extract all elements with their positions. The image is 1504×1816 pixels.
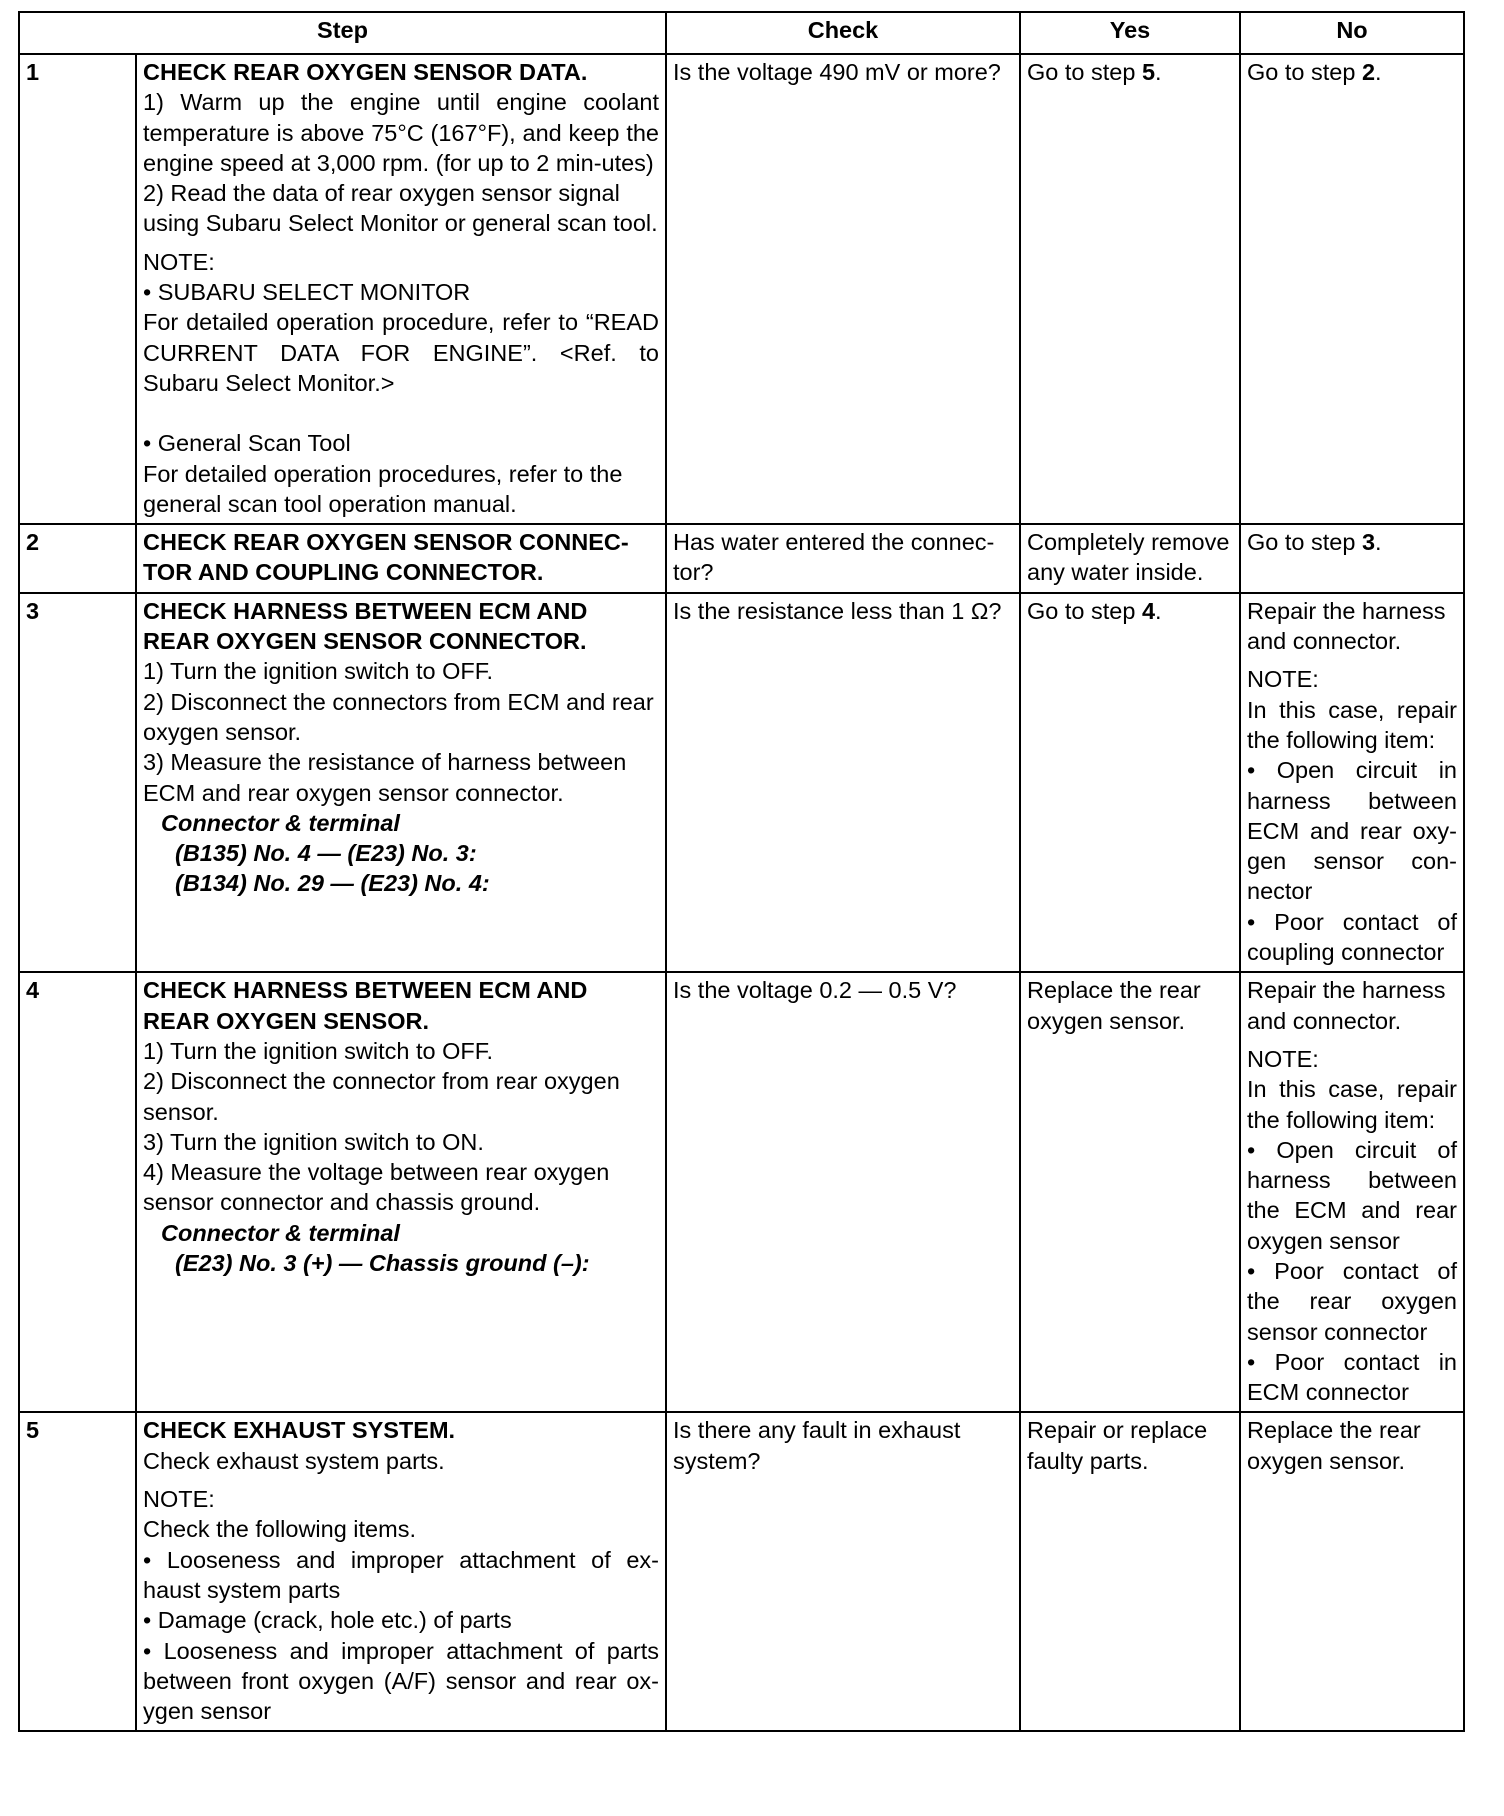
- check-question: Is the resistance less than 1 Ω?: [666, 593, 1020, 973]
- step-title: CHECK HARNESS BETWEEN ECM AND REAR OXYGEN SENSOR CONNECTOR.: [143, 597, 588, 655]
- no-action: Replace the rear oxygen sensor.: [1240, 1412, 1464, 1731]
- step-instruction: 1) Turn the ignition switch to OFF.: [143, 1037, 494, 1064]
- step-description: [136, 1412, 666, 1731]
- step-number: 4: [19, 972, 136, 1412]
- no-action: [1240, 54, 1464, 524]
- header-no: No: [1240, 12, 1464, 54]
- step-title: CHECK REAR OXYGEN SENSOR CONNEC-TOR AND COUPLING CONNECTOR.: [143, 529, 629, 586]
- no-suffix: .: [1375, 59, 1382, 85]
- yes-action: [1020, 593, 1240, 973]
- table-row: [19, 524, 1464, 593]
- note-item: • Poor contact in ECM connector: [1247, 1348, 1457, 1406]
- connector-terminal-spec: (B134) No. 29 — (E23) No. 4:: [175, 870, 490, 897]
- step-title: CHECK HARNESS BETWEEN ECM AND REAR OXYGEN SENSOR.: [143, 977, 588, 1034]
- check-question: Is the voltage 0.2 — 0.5 V?: [666, 972, 1020, 1412]
- table-row: [19, 972, 1464, 1412]
- note-text: In this case, repair the following item:: [1247, 696, 1457, 753]
- no-action: [1240, 972, 1464, 1412]
- step-description: [136, 593, 666, 973]
- note-item: • SUBARU SELECT MONITOR: [143, 279, 471, 306]
- step-instruction: 1) Warm up the engine until engine coolant temperature is above 75°C (167°F), and keep the engine speed at 3,000 rpm. (for up to 2 min-utes): [143, 89, 659, 176]
- note-label: NOTE:: [1247, 666, 1319, 693]
- step-description: [136, 54, 666, 524]
- no-text: Go to step: [1247, 529, 1362, 556]
- note-item: • Poor contact of coupling connector: [1247, 908, 1457, 966]
- no-action: [1240, 593, 1464, 973]
- table-row: [19, 54, 1464, 524]
- note-label: NOTE:: [143, 1486, 215, 1513]
- step-description: [136, 524, 666, 593]
- step-description: [136, 972, 666, 1412]
- diagnostic-procedure-table: [18, 11, 1465, 1732]
- note-text: Check the following items.: [143, 1516, 416, 1543]
- step-title: CHECK REAR OXYGEN SENSOR DATA.: [143, 59, 588, 85]
- note-text: For detailed operation procedure, refer to “READ CURRENT DATA FOR ENGINE”. <Ref. to Subaru Select Monitor.>: [143, 309, 659, 396]
- no-text: Go to step: [1247, 59, 1362, 85]
- step-instruction: 3) Measure the resistance of harness between ECM and rear oxygen sensor connector.: [143, 749, 627, 806]
- note-item: • Looseness and improper attachment of parts between front oxygen (A/F) sensor and rear ox-ygen sensor: [143, 1637, 659, 1725]
- no-step-ref: 3: [1361, 529, 1376, 556]
- check-question: Is the voltage 490 mV or more?: [666, 54, 1020, 524]
- connector-terminal-label: Connector & terminal: [161, 809, 400, 836]
- header-step: Step: [19, 12, 666, 54]
- check-question: Is there any fault in exhaust system?: [666, 1412, 1020, 1731]
- note-item: • Poor contact of the rear oxygen sensor connector: [1247, 1257, 1457, 1345]
- yes-suffix: .: [1155, 597, 1162, 624]
- no-step-ref: 2: [1361, 59, 1376, 85]
- yes-action: [1020, 54, 1240, 524]
- connector-terminal-spec: (E23) No. 3 (+) — Chassis ground (–):: [175, 1249, 590, 1276]
- note-text: For detailed operation procedures, refer to the general scan tool operation manual.: [143, 460, 623, 517]
- step-title: CHECK EXHAUST SYSTEM.: [143, 1417, 456, 1444]
- yes-text: Go to step: [1027, 59, 1142, 85]
- yes-action: Replace the rear oxygen sensor.: [1020, 972, 1240, 1412]
- no-main-text: Repair the harness and connector.: [1247, 977, 1446, 1034]
- note-text: In this case, repair the following item:: [1247, 1076, 1457, 1133]
- step-instruction: 1) Turn the ignition switch to OFF.: [143, 658, 494, 685]
- yes-suffix: .: [1155, 59, 1162, 85]
- yes-step-ref: 4: [1141, 597, 1156, 624]
- no-suffix: .: [1375, 529, 1382, 556]
- note-item: • General Scan Tool: [143, 430, 351, 457]
- yes-text: Go to step: [1027, 597, 1142, 624]
- header-yes: Yes: [1020, 12, 1240, 54]
- table-row: [19, 1412, 1464, 1731]
- connector-terminal-label: Connector & terminal: [161, 1219, 400, 1246]
- note-label: NOTE:: [143, 248, 215, 275]
- step-number: 1: [19, 54, 136, 524]
- note-item: • Open circuit of harness between the ECM and rear oxygen sensor: [1247, 1136, 1457, 1254]
- step-number: 5: [19, 1412, 136, 1731]
- step-instruction: 4) Measure the voltage between rear oxygen sensor connector and chassis ground.: [143, 1159, 610, 1216]
- table-row: [19, 593, 1464, 973]
- no-action: [1240, 524, 1464, 593]
- note-item: • Open circuit in harness between ECM and rear oxy-gen sensor con-nector: [1247, 757, 1457, 905]
- step-number: 3: [19, 593, 136, 973]
- header-check: Check: [666, 12, 1020, 54]
- note-item: • Damage (crack, hole etc.) of parts: [143, 1607, 512, 1634]
- spacer: [143, 398, 659, 428]
- yes-action: Repair or replace faulty parts.: [1020, 1412, 1240, 1731]
- note-item: • Looseness and improper attachment of ex-haust system parts: [143, 1546, 659, 1603]
- step-instruction: Check exhaust system parts.: [143, 1447, 445, 1474]
- step-number: 2: [19, 524, 136, 593]
- note-label: NOTE:: [1247, 1045, 1319, 1072]
- table-header-row: [19, 12, 1464, 54]
- no-main-text: Repair the harness and connector.: [1247, 597, 1446, 655]
- yes-action: Completely remove any water inside.: [1020, 524, 1240, 593]
- step-instruction: 2) Disconnect the connectors from ECM and rear oxygen sensor.: [143, 688, 654, 745]
- check-question: Has water entered the connec-tor?: [666, 524, 1020, 593]
- step-instruction: 3) Turn the ignition switch to ON.: [143, 1128, 484, 1155]
- yes-step-ref: 5: [1141, 59, 1156, 85]
- connector-terminal-spec: (B135) No. 4 — (E23) No. 3:: [175, 840, 477, 867]
- step-instruction: 2) Disconnect the connector from rear oxygen sensor.: [143, 1068, 620, 1125]
- step-instruction: 2) Read the data of rear oxygen sensor signal using Subaru Select Monitor or general scan tool.: [143, 180, 658, 237]
